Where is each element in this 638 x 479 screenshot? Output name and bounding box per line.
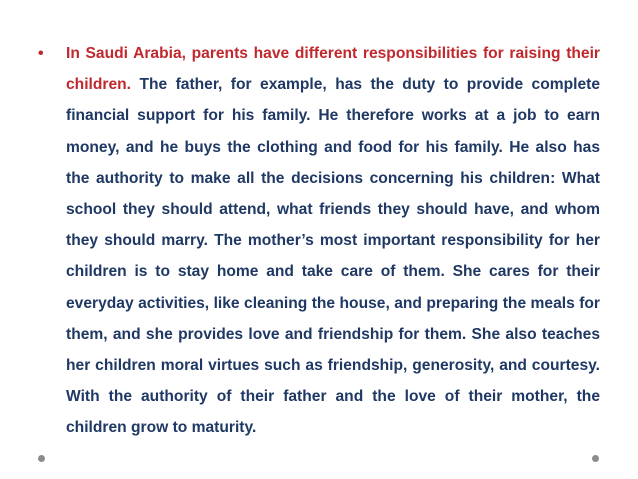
bottom-left-dot-icon bbox=[38, 455, 45, 462]
bullet-marker: • bbox=[38, 45, 44, 62]
bottom-right-dot-icon bbox=[592, 455, 599, 462]
highlight-sentence: In Saudi Arabia, parents have different responsibilities for raising their children. bbox=[66, 45, 600, 94]
bullet-paragraph bbox=[66, 38, 600, 444]
bullet-item bbox=[38, 38, 600, 444]
body-text: The father, for example, has the duty to provide complete financial support for his family. He therefore works at a job to earn money, and he buys the clothing and food for his family. He also has the authority to make all the decisions concerning his children: What school they should attend, what friends they should have, and whom they should marry. The mother’s most important responsibility for her children is to stay home and take care of them. She cares for their everyday activities, like cleaning the house, and preparing the meals for them, and she provides love and friendship for them. She also teaches her children moral virtues such as friendship, generosity, and courtesy. With the authority of their father and the love of their mother, the children grow to maturity. bbox=[66, 76, 600, 437]
